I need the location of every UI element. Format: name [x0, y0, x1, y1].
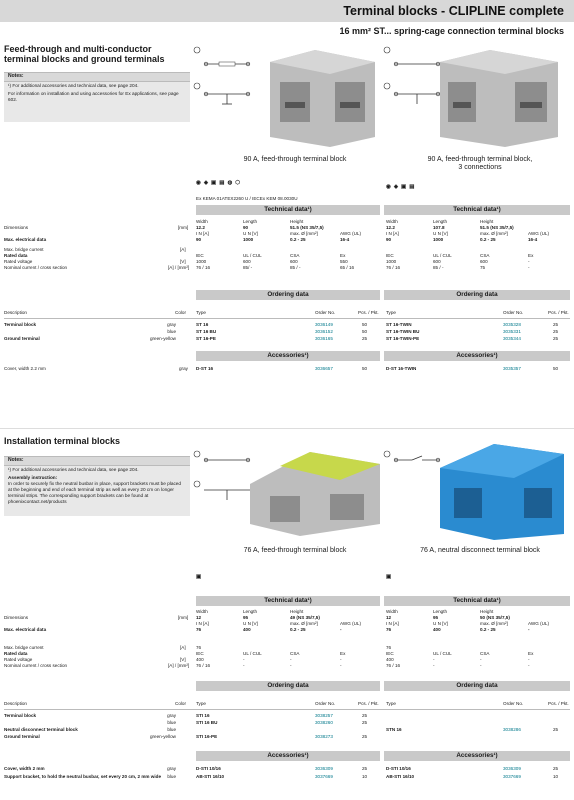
col-label: Length [243, 609, 258, 614]
value: 12.2 [196, 225, 205, 230]
table-row [0, 237, 574, 243]
value: 0.2 - 25 [290, 237, 306, 242]
col-label: Length [433, 219, 448, 224]
value: 85 / - [433, 265, 444, 270]
page-header [0, 0, 574, 22]
pcs-value: 25 [553, 727, 559, 732]
type-value: STI 16-PE [196, 734, 218, 739]
col-label: Pcs. / Pkt. [548, 701, 569, 706]
value: 76 [196, 645, 202, 650]
table-header-row [0, 701, 574, 707]
color-value: blue [167, 727, 176, 732]
type-value: D-STI 10/16 [196, 766, 221, 771]
value: 16-4 [528, 237, 538, 242]
section1-title-line2: terminal blocks and ground terminals [4, 54, 165, 65]
col-label: Order No. [503, 701, 524, 706]
product-caption [390, 156, 570, 172]
pcs-value: 25 [553, 766, 559, 771]
order-number-link[interactable]: 3038286 [503, 727, 521, 732]
value: 76 [386, 645, 392, 650]
pcs-value: 10 [362, 774, 368, 779]
col-label: Order No. [315, 310, 336, 315]
col-label: AWG (UL) [340, 231, 362, 236]
value: 400 [243, 627, 251, 632]
value: - [528, 259, 530, 264]
value: 95 [433, 615, 439, 620]
gost-icon: ▣ [196, 574, 202, 580]
product-caption: 76 A, feed-through terminal block [243, 547, 347, 554]
value: 50 (NS 35/7,5) [480, 615, 510, 620]
color-value: gray [167, 766, 176, 771]
value: 107.8 [433, 225, 445, 230]
value: 12 [196, 615, 202, 620]
table-row [0, 627, 574, 633]
order-number-link[interactable]: 3035331 [503, 329, 521, 334]
section2-notes [4, 456, 190, 516]
pcs-value: 50 [362, 322, 368, 327]
csa-icon: ◈ [393, 184, 399, 190]
table-row [0, 713, 574, 719]
order-number-link[interactable]: 3037669 [315, 774, 333, 779]
order-number-link[interactable]: 3038260 [315, 720, 333, 725]
row-label: Max. bridge current [4, 247, 44, 252]
col-label: IEC [196, 651, 204, 656]
table-row [0, 727, 574, 733]
note-heading: Assembly instruction: [8, 474, 58, 480]
terminal-block-photo [240, 444, 390, 540]
col-label: Height [480, 609, 494, 614]
ccc-icon: ◍ [227, 180, 233, 186]
order-number-link[interactable]: 3035328 [503, 322, 521, 327]
pcs-value: 50 [362, 329, 368, 334]
type-value: ST 16-TWIN BU [386, 329, 420, 334]
ordering-data-heading: Ordering data [196, 681, 380, 691]
value: 0.2 - 25 [290, 627, 306, 632]
col-label: U N [V] [243, 231, 258, 236]
row-label: Cover, width 2.2 mm [4, 366, 46, 371]
col-label: Type [196, 310, 206, 315]
caption-line: 3 connections [458, 164, 502, 172]
col-label: AWG (UL) [340, 621, 362, 626]
type-value: ST 16-TWIN-PE [386, 336, 420, 341]
value: 12.2 [386, 225, 395, 230]
order-number-link[interactable]: 3037669 [503, 774, 521, 779]
type-value: ST 16 BU [196, 329, 217, 334]
color-value: gray [167, 322, 176, 327]
type-value: D-ST 16 [196, 366, 214, 371]
col-label: U N [V] [243, 621, 258, 626]
row-label: Rated voltage [4, 657, 33, 662]
type-value: ST 16 [196, 322, 209, 327]
row-label: Rated data [4, 651, 28, 656]
value: - [243, 663, 245, 668]
type-value: D-STI 10/16 [386, 766, 411, 771]
terminal-block-photo [434, 438, 568, 542]
accessories-heading: Accessories¹) [384, 751, 570, 761]
technical-data-heading: Technical data¹) [384, 205, 570, 215]
col-label: I N [A] [196, 621, 209, 626]
color-value: blue [167, 329, 176, 334]
notes-label: Notes: [4, 73, 190, 82]
col-label: CSA [480, 651, 490, 656]
ordering-data-heading: Ordering data [196, 290, 380, 300]
ul-icon: ◉ [196, 180, 201, 186]
value: 90 [196, 237, 202, 242]
col-label: max. Ø [mm²] [480, 621, 508, 626]
unit: [V] [180, 259, 186, 264]
value: 600 [433, 259, 441, 264]
col-label: Ex [340, 651, 346, 656]
value: 600 [243, 259, 251, 264]
type-value: ST 16-PE [196, 336, 216, 341]
col-label: Color [175, 310, 186, 315]
col-label: UL / CUL [243, 253, 262, 258]
col-label: AWG (UL) [528, 621, 550, 626]
value: 400 [433, 627, 441, 632]
col-label: CSA [290, 651, 300, 656]
technical-data-heading: Technical data¹) [196, 596, 380, 606]
col-label: Width [386, 219, 398, 224]
col-label: Width [196, 609, 208, 614]
table-row [0, 663, 574, 669]
page-title: Terminal blocks - CLIPLINE complete [343, 4, 564, 18]
gost-icon: ▣ [386, 574, 392, 580]
value: - [528, 627, 530, 632]
type-value: STI 16 BU [196, 720, 218, 725]
unit: [A] [180, 645, 186, 650]
unit: [A] / [mm²] [168, 265, 190, 270]
value: 95 [243, 615, 249, 620]
pcs-value: 25 [553, 329, 559, 334]
type-value: AB-STI 16/10 [196, 774, 225, 779]
ul-icon: ◉ [386, 184, 391, 190]
col-label: AWG (UL) [528, 231, 550, 236]
col-label: Type [196, 701, 206, 706]
page-subtitle: 16 mm² ST... spring-cage connection terminal blocks [339, 26, 564, 36]
value: 1000 [386, 259, 397, 264]
pcs-value: 25 [362, 766, 368, 771]
value: 90 [386, 237, 392, 242]
ordering-data-heading: Ordering data [384, 290, 570, 300]
value: 51.5 (NS 35/7,5) [480, 225, 514, 230]
unit: [mm] [178, 615, 189, 620]
col-label: Description [4, 701, 27, 706]
col-label: max. Ø [mm²] [290, 621, 318, 626]
color-value: gray [179, 366, 188, 371]
value: 1000 [196, 259, 207, 264]
row-label: Cover, width 2 mm [4, 766, 45, 771]
value: - [480, 657, 482, 662]
col-label: Ex [528, 253, 534, 258]
value: 0.2 - 25 [480, 627, 496, 632]
col-label: Type [386, 701, 396, 706]
value: 400 [196, 657, 204, 662]
col-label: max. Ø [mm²] [480, 231, 508, 236]
value: - [528, 265, 530, 270]
product-caption: 76 A, neutral disconnect terminal block [420, 547, 540, 554]
value: 51.5 (NS 35/7,5) [290, 225, 324, 230]
table-row [0, 734, 574, 740]
col-label: U N [V] [433, 621, 448, 626]
table-row [0, 265, 574, 271]
value: - [243, 657, 245, 662]
col-label: Type [386, 310, 396, 315]
order-number-link[interactable]: 3035344 [503, 336, 521, 341]
value: 76 / 16 [386, 265, 401, 270]
table-row [0, 329, 574, 335]
table-row [0, 720, 574, 726]
value: - [290, 663, 292, 668]
col-label: Height [480, 219, 494, 224]
pcs-value: 50 [553, 366, 559, 371]
row-label: Support bracket, to hold the neutral busbar, set every 20 cm, 2 mm wide [4, 774, 161, 779]
section1-title-line1: Feed-through and multi-conductor [4, 44, 152, 54]
col-label: UL / CUL [433, 253, 452, 258]
value: 76 / 16 [196, 663, 211, 668]
pcs-value: 25 [362, 336, 368, 341]
divider [4, 709, 570, 710]
value: 76 [196, 627, 202, 632]
col-label: Length [243, 219, 258, 224]
accessories-heading: Accessories¹) [384, 351, 570, 361]
col-label: UL / CUL [243, 651, 262, 656]
col-label: max. Ø [mm²] [290, 231, 318, 236]
value: 600 [290, 259, 298, 264]
col-label: IEC [196, 253, 204, 258]
value: - [433, 663, 435, 668]
order-number-link[interactable]: 3036149 [315, 322, 333, 327]
note-text: ¹) For additional accessories and technical data, see page 204. [8, 82, 139, 88]
col-label: IEC [386, 253, 394, 258]
table-row [0, 366, 574, 372]
order-number-link[interactable]: 3038273 [315, 734, 333, 739]
value: - [290, 657, 292, 662]
col-label: Pcs. / Pkt. [358, 701, 379, 706]
order-number-link[interactable]: 3036165 [315, 336, 333, 341]
approval-icons [196, 574, 204, 581]
col-label: Width [196, 219, 208, 224]
approval-icons [196, 180, 243, 187]
pcs-value: 25 [362, 734, 368, 739]
pcs-value: 25 [362, 713, 368, 718]
col-label: Ex [528, 651, 534, 656]
color-value: green-yellow [149, 336, 176, 341]
row-label: Max. electrical data [4, 627, 47, 632]
col-label: Order No. [315, 701, 336, 706]
col-label: Description [4, 310, 27, 315]
terminal-block-photo [255, 42, 385, 150]
unit: [V] [180, 657, 186, 662]
value: 76 [386, 627, 392, 632]
note-text: For information on installation and using accessories for Ex applications, see page 602. [8, 90, 179, 102]
value: 550 [340, 259, 348, 264]
order-number-link[interactable]: 3036309 [315, 766, 333, 771]
value: - [340, 657, 342, 662]
table-row [0, 766, 574, 772]
value: 600 [480, 259, 488, 264]
ordering-data-heading: Ordering data [384, 681, 570, 691]
type-value: D-ST 16-TWIN [386, 366, 417, 371]
col-label: Color [175, 701, 186, 706]
type-value: STN 16 [386, 727, 402, 732]
section1-title [4, 44, 165, 64]
notes-label: Notes: [4, 457, 190, 466]
order-number-link[interactable]: 3036657 [315, 366, 333, 371]
value: 49 (NS 35/7,5) [290, 615, 320, 620]
table-row [0, 322, 574, 328]
gost-icon: ▣ [211, 180, 217, 186]
order-number-link[interactable]: 3036152 [315, 329, 333, 334]
value: - [433, 657, 435, 662]
unit: [A] [180, 247, 186, 252]
value: 85/ - [243, 265, 253, 270]
row-label: Nominal current / cross section [4, 663, 68, 668]
unit: [mm] [178, 225, 189, 230]
col-label: CSA [290, 253, 300, 258]
col-label: U N [V] [433, 231, 448, 236]
col-label: I N [A] [386, 621, 399, 626]
value: - [480, 663, 482, 668]
product-caption: 90 A, feed-through terminal block [243, 156, 347, 163]
vde-icon: ▤ [219, 180, 225, 186]
approval-text: Ex KEMA 01ATEX2260 U / IECEx KEM 08.0030U [196, 196, 298, 201]
row-label: Max. bridge current [4, 645, 44, 650]
section2-title: Installation terminal blocks [4, 436, 121, 446]
col-label: Width [386, 609, 398, 614]
type-value: AB-STI 16/10 [386, 774, 415, 779]
value: 75 [480, 265, 486, 270]
col-label: Pcs. / Pkt. [358, 310, 379, 315]
caption-line: 90 A, feed-through terminal block, [427, 156, 533, 163]
note-text: In order to securely fix the neutral busbar in place, support brackets must be placed at the beginning and end of each terminal strip as well as every 20 cm on longer terminal strips. The corresponding support brackets can be found at phoenixcontact.net/products [8, 480, 182, 505]
value: 85 / - [290, 265, 301, 270]
value: - [340, 663, 342, 668]
type-value: STI 16 [196, 713, 210, 718]
order-number-link[interactable]: 3035357 [503, 366, 521, 371]
value: 400 [386, 657, 394, 662]
color-value: gray [167, 713, 176, 718]
value: 16-4 [340, 237, 350, 242]
row-label: Dimensions [4, 225, 28, 230]
row-label: Ground terminal [4, 336, 40, 341]
terminal-block-photo [430, 42, 565, 150]
row-label: Rated data [4, 253, 28, 258]
value: - [528, 663, 530, 668]
accessories-heading: Accessories¹) [196, 751, 380, 761]
value: 0.2 - 25 [480, 237, 496, 242]
pcs-value: 25 [553, 322, 559, 327]
col-label: Order No. [503, 310, 524, 315]
table-header-row [0, 310, 574, 316]
col-label: I N [A] [196, 231, 209, 236]
pcs-value: 10 [553, 774, 559, 779]
col-label: Length [433, 609, 448, 614]
accessories-heading: Accessories¹) [196, 351, 380, 361]
approval-icons [386, 184, 417, 191]
vde-icon: ▤ [409, 184, 415, 190]
value: 1000 [433, 237, 444, 242]
value: 65 / 16 [340, 265, 355, 270]
note-text: ¹) For additional accessories and technical data, see page 204. [8, 466, 139, 472]
gost-icon: ▣ [401, 184, 407, 190]
value: 90 [243, 225, 249, 230]
col-label: Pcs. / Pkt. [548, 310, 569, 315]
technical-data-heading: Technical data¹) [384, 596, 570, 606]
csa-icon: ◈ [203, 180, 209, 186]
col-label: CSA [480, 253, 490, 258]
ex-icon: ⬡ [235, 180, 241, 186]
col-label: IEC [386, 651, 394, 656]
value: - [528, 657, 530, 662]
color-value: blue [167, 720, 176, 725]
value: 12 [386, 615, 392, 620]
pcs-value: 25 [553, 336, 559, 341]
order-number-link[interactable]: 3036309 [503, 766, 521, 771]
order-number-link[interactable]: 3038257 [315, 713, 333, 718]
color-value: green-yellow [149, 734, 176, 739]
row-label: Ground terminal [4, 734, 40, 739]
approval-icons [386, 574, 394, 581]
pcs-value: 50 [362, 366, 368, 371]
col-label: I N [A] [386, 231, 399, 236]
table-row [0, 336, 574, 342]
value: 1000 [243, 237, 254, 242]
col-label: Ex [340, 253, 346, 258]
row-label: Dimensions [4, 615, 28, 620]
type-value: ST 16-TWIN [386, 322, 412, 327]
col-label: Height [290, 219, 304, 224]
value: - [340, 627, 342, 632]
row-label: Terminal block [4, 322, 37, 327]
divider [0, 428, 574, 429]
section1-notes [4, 72, 190, 122]
row-label: Terminal block [4, 713, 37, 718]
unit: [A] / [mm²] [168, 663, 190, 668]
row-label: Nominal current / cross section [4, 265, 68, 270]
col-label: UL / CUL [433, 651, 452, 656]
col-label: Height [290, 609, 304, 614]
row-label: Max. electrical data [4, 237, 47, 242]
value: 76 / 16 [386, 663, 401, 668]
row-label: Neutral disconnect terminal block [4, 727, 78, 732]
table-row [0, 774, 574, 780]
color-value: blue [167, 774, 176, 779]
value: 76 / 16 [196, 265, 211, 270]
technical-data-heading: Technical data¹) [196, 205, 380, 215]
row-label: Rated voltage [4, 259, 33, 264]
divider [4, 318, 570, 319]
pcs-value: 25 [362, 720, 368, 725]
